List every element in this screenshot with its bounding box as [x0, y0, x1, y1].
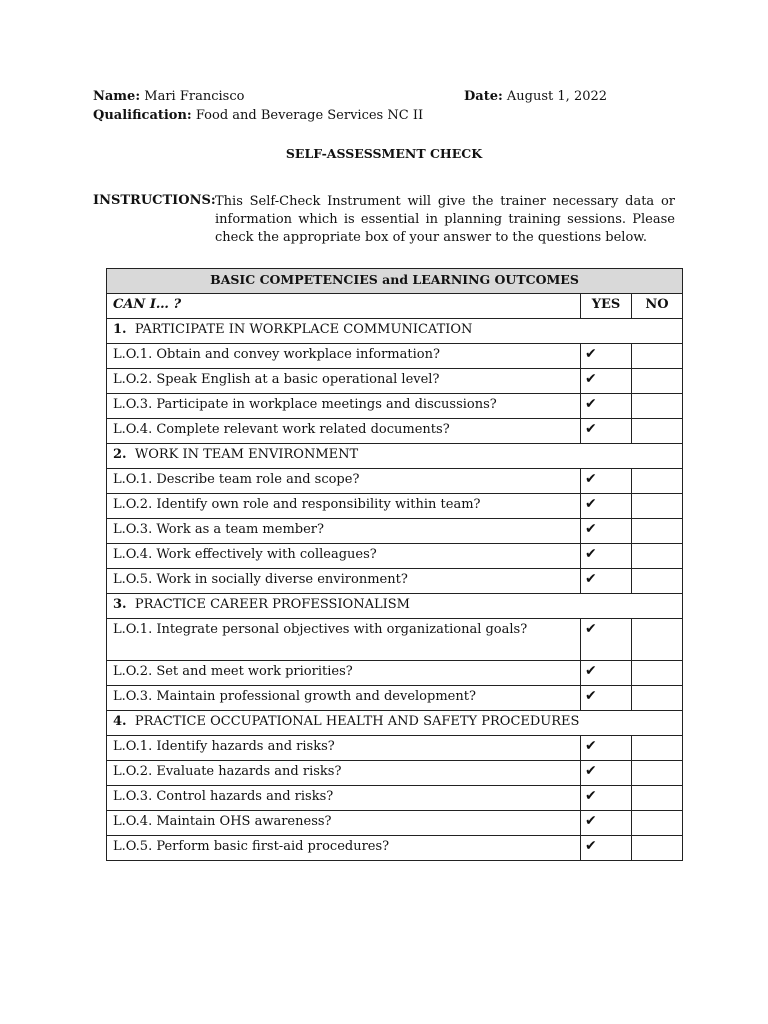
outcome-text: L.O.4. Work effectively with colleagues?: [107, 544, 581, 569]
instructions-text: This Self-Check Instrument will give the trainer necessary data or information which is essential in planning training sessions. Please check the appropriate box of your answer to the questions below.: [215, 194, 675, 245]
outcome-text: L.O.5. Work in socially diverse environment?: [107, 569, 581, 594]
yes-checkbox-cell[interactable]: [581, 619, 632, 661]
checkmark-icon: ✔: [585, 621, 597, 637]
checkmark-icon: ✔: [585, 838, 597, 854]
checkmark-icon: ✔: [585, 371, 597, 387]
yes-checkbox-cell[interactable]: [581, 419, 632, 444]
outcome-row: [107, 494, 683, 519]
qualification-label: Qualification:: [93, 108, 192, 123]
no-checkbox-cell[interactable]: [632, 519, 683, 544]
competency-title-cell: [107, 444, 683, 469]
date-value: August 1, 2022: [506, 89, 608, 104]
can-i-header: CAN I… ?: [107, 294, 581, 319]
outcome-text: L.O.3. Participate in workplace meetings and discussions?: [107, 394, 581, 419]
outcome-row: [107, 661, 683, 686]
no-checkbox-cell[interactable]: [632, 736, 683, 761]
competency-number: 1.: [113, 322, 127, 337]
outcome-text: L.O.2. Identify own role and responsibility within team?: [107, 494, 581, 519]
outcome-row: [107, 469, 683, 494]
no-checkbox-cell[interactable]: [632, 836, 683, 861]
no-checkbox-cell[interactable]: [632, 544, 683, 569]
outcome-text: L.O.1. Identify hazards and risks?: [107, 736, 581, 761]
yes-checkbox-cell[interactable]: [581, 494, 632, 519]
qualification-row: [93, 106, 683, 125]
instructions-label: INSTRUCTIONS: [93, 193, 211, 208]
checkmark-icon: ✔: [585, 521, 597, 537]
competency-title: PARTICIPATE IN WORKPLACE COMMUNICATION: [134, 322, 473, 337]
checkmark-icon: ✔: [585, 546, 597, 562]
name-row: [93, 87, 683, 106]
outcome-row: [107, 519, 683, 544]
competency-title-cell: [107, 594, 683, 619]
checkmark-icon: ✔: [585, 738, 597, 754]
outcome-row: [107, 786, 683, 811]
outcome-text: L.O.3. Control hazards and risks?: [107, 786, 581, 811]
no-checkbox-cell[interactable]: [632, 394, 683, 419]
outcome-row: [107, 394, 683, 419]
page-title: SELF-ASSESSMENT CHECK: [285, 146, 483, 161]
no-checkbox-cell[interactable]: [632, 469, 683, 494]
competency-number: 4.: [113, 714, 127, 729]
name-label: Name:: [93, 89, 141, 104]
outcome-row: [107, 836, 683, 861]
outcome-row: [107, 736, 683, 761]
yes-checkbox-cell[interactable]: [581, 369, 632, 394]
no-checkbox-cell[interactable]: [632, 369, 683, 394]
outcome-row: [107, 544, 683, 569]
yes-checkbox-cell[interactable]: [581, 836, 632, 861]
document-header: [93, 87, 683, 125]
checkmark-icon: ✔: [585, 471, 597, 487]
checkmark-icon: ✔: [585, 763, 597, 779]
checkmark-icon: ✔: [585, 813, 597, 829]
self-assessment-table: [106, 268, 683, 861]
no-checkbox-cell[interactable]: [632, 619, 683, 661]
outcome-row: [107, 369, 683, 394]
yes-checkbox-cell[interactable]: [581, 661, 632, 686]
checkmark-icon: ✔: [585, 788, 597, 804]
checkmark-icon: ✔: [585, 396, 597, 412]
yes-checkbox-cell[interactable]: [581, 344, 632, 369]
outcome-text: L.O.1. Obtain and convey workplace information?: [107, 344, 581, 369]
no-checkbox-cell[interactable]: [632, 419, 683, 444]
table-title: BASIC COMPETENCIES and LEARNING OUTCOMES: [107, 269, 683, 294]
no-checkbox-cell[interactable]: [632, 811, 683, 836]
no-checkbox-cell[interactable]: [632, 569, 683, 594]
yes-checkbox-cell[interactable]: [581, 786, 632, 811]
instructions-colon: :: [210, 193, 216, 208]
yes-checkbox-cell[interactable]: [581, 469, 632, 494]
yes-checkbox-cell[interactable]: [581, 736, 632, 761]
competency-title: PRACTICE CAREER PROFESSIONALISM: [134, 597, 410, 612]
date-label: Date:: [464, 89, 503, 104]
table-title-row: [107, 269, 683, 294]
competency-title-cell: [107, 711, 683, 736]
yes-checkbox-cell[interactable]: [581, 761, 632, 786]
competency-row: [107, 319, 683, 344]
instructions-label-wrap: [93, 193, 216, 208]
competency-number: 3.: [113, 597, 127, 612]
competency-row: [107, 711, 683, 736]
yes-checkbox-cell[interactable]: [581, 811, 632, 836]
outcome-row: [107, 569, 683, 594]
outcome-row: [107, 811, 683, 836]
competency-row: [107, 594, 683, 619]
no-header: NO: [632, 294, 683, 319]
competency-title: WORK IN TEAM ENVIRONMENT: [134, 447, 359, 462]
outcome-text: L.O.1. Describe team role and scope?: [107, 469, 581, 494]
outcome-text: L.O.4. Complete relevant work related documents?: [107, 419, 581, 444]
outcome-text: L.O.3. Work as a team member?: [107, 519, 581, 544]
outcome-row: [107, 686, 683, 711]
no-checkbox-cell[interactable]: [632, 344, 683, 369]
yes-checkbox-cell[interactable]: [581, 544, 632, 569]
outcome-text: L.O.2. Evaluate hazards and risks?: [107, 761, 581, 786]
outcome-text: L.O.4. Maintain OHS awareness?: [107, 811, 581, 836]
outcome-text: L.O.5. Perform basic first-aid procedures?: [107, 836, 581, 861]
checkmark-icon: ✔: [585, 688, 597, 704]
competency-row: [107, 444, 683, 469]
outcome-row: [107, 619, 683, 661]
yes-checkbox-cell[interactable]: [581, 686, 632, 711]
no-checkbox-cell[interactable]: [632, 661, 683, 686]
competency-title: PRACTICE OCCUPATIONAL HEALTH AND SAFETY PROCEDURES: [134, 714, 580, 729]
competency-title-cell: [107, 319, 683, 344]
checkmark-icon: ✔: [585, 421, 597, 437]
competency-number: 2.: [113, 447, 127, 462]
checkmark-icon: ✔: [585, 571, 597, 587]
no-checkbox-cell[interactable]: [632, 786, 683, 811]
date-field: [464, 87, 607, 106]
outcome-text: L.O.3. Maintain professional growth and development?: [107, 686, 581, 711]
yes-checkbox-cell[interactable]: [581, 569, 632, 594]
no-checkbox-cell[interactable]: [632, 761, 683, 786]
yes-checkbox-cell[interactable]: [581, 394, 632, 419]
outcome-text: L.O.2. Set and meet work priorities?: [107, 661, 581, 686]
qualification-value: Food and Beverage Services NC II: [195, 108, 424, 123]
checkmark-icon: ✔: [585, 496, 597, 512]
yes-header: YES: [581, 294, 632, 319]
outcome-row: [107, 344, 683, 369]
column-header-row: [107, 294, 683, 319]
no-checkbox-cell[interactable]: [632, 686, 683, 711]
checkmark-icon: ✔: [585, 346, 597, 362]
outcome-row: [107, 761, 683, 786]
checkmark-icon: ✔: [585, 663, 597, 679]
no-checkbox-cell[interactable]: [632, 494, 683, 519]
outcome-text: L.O.1. Integrate personal objectives with organizational goals?: [107, 619, 581, 661]
outcome-text: L.O.2. Speak English at a basic operational level?: [107, 369, 581, 394]
name-value: Mari Francisco: [144, 89, 245, 104]
outcome-row: [107, 419, 683, 444]
yes-checkbox-cell[interactable]: [581, 519, 632, 544]
